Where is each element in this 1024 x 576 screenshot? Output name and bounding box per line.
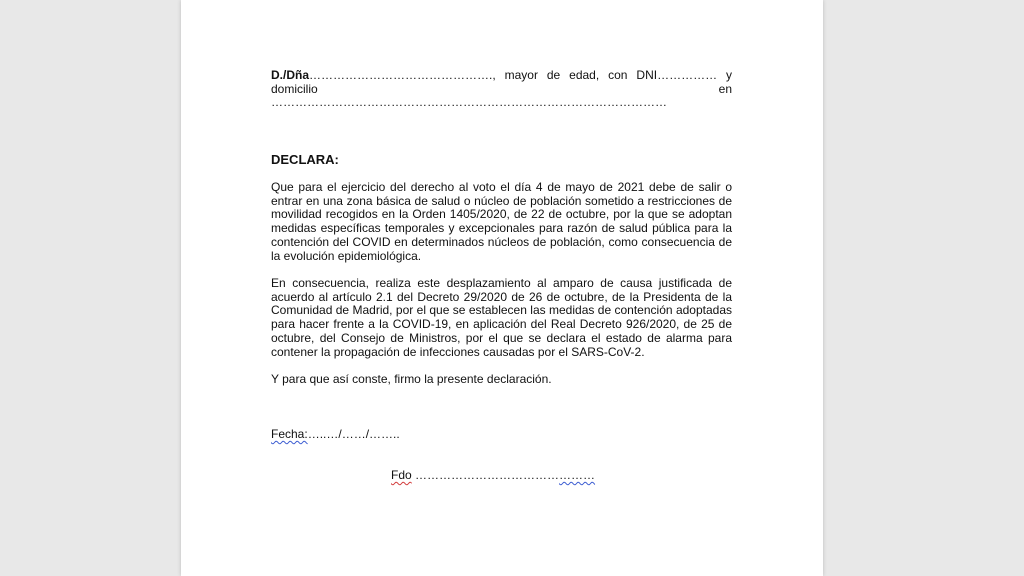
firma-line[interactable] [391,469,691,483]
identity-block [271,69,732,110]
fecha-line[interactable] [271,428,732,442]
paragraph-1-text: Que para el ejercicio del derecho al voto el día 4 de mayo de 2021 debe de salir o entrar en una zona básica de salud o núcleo de población sometido a restricciones de movilidad recogidos en la Orden 1405/2020, de 22 de octubre, por la que se adoptan medidas específicas temporales y excepcionales para razón de salud pública para la contención del COVID en determinados núcleos de población, como consecuencia de la evolución epidemiológica. [271,180,732,263]
fecha-blank: …..…/……/…….. [307,427,400,441]
firma-blank-tail: ……… [559,468,596,482]
name-label: D./Dña [271,68,310,82]
paragraph-3[interactable] [271,373,732,387]
address-line[interactable]: domicilio en ……………………………………………………………………………………… [271,81,732,110]
name-line[interactable] [271,69,732,83]
document-page [181,0,823,576]
paragraph-2-text: En consecuencia, realiza este desplazamiento al amparo de causa justificada de acuerdo al artículo 2.1 del Decreto 29/2020 de 26 de octubre, de la Presidenta de la Comunidad de Madrid, por el que se establecen las medidas de contención adoptadas para hacer frente a la COVID-19, en aplicación del Real Decreto 926/2020, de 25 de octubre, del Consejo de Ministros, por el que se declara el estado de alarma para contener la propagación de infecciones causadas por el SARS-CoV-2. [271,276,732,359]
paragraph-2[interactable] [271,277,732,359]
firma-blank: ……………………………… [411,468,560,482]
fecha-label: Fecha: [271,427,308,441]
paragraph-1[interactable] [271,181,732,263]
declara-heading: DECLARA: [271,152,339,167]
firma-label: Fdo [391,468,412,482]
paragraph-3-text: Y para que así conste, firmo la presente declaración. [271,372,552,386]
name-dni-fields: ………………………………………., mayor de edad, con DNI…………… y [309,68,732,82]
